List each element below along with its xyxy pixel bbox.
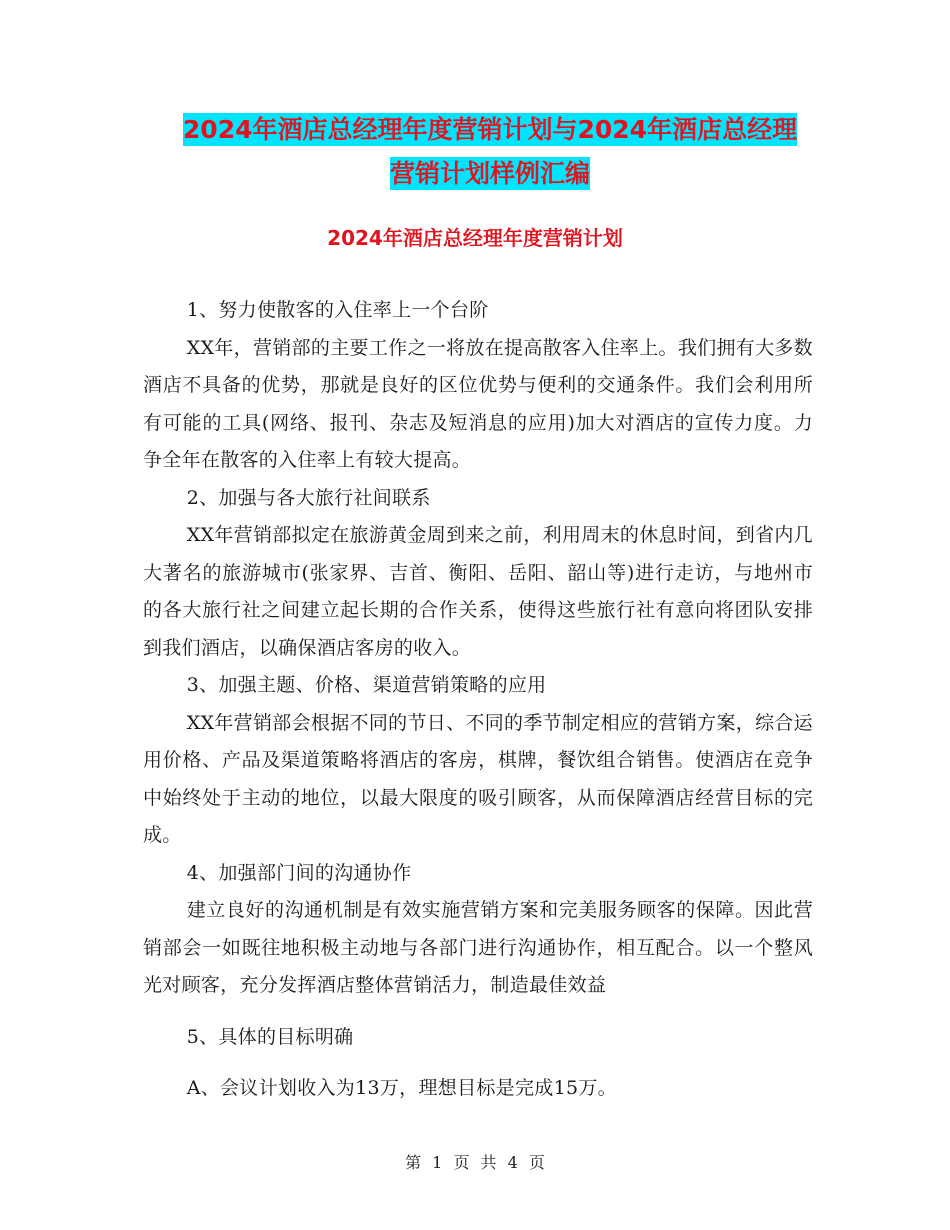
body-text <box>143 292 813 1108</box>
paragraph-heading-1: 1、努力使散客的入住率上一个台阶 <box>186 299 489 321</box>
paragraph-heading-2: 2、加强与各大旅行社间联系 <box>186 486 431 509</box>
page-footer: 第 1 页 共 4 页 <box>405 1153 545 1172</box>
paragraph: 建立良好的沟通机制是有效实施营销方案和完美服务顾客的保障。因此营销部会一如既往地积极主动地与各部门进行沟通协作，相互配合。以一个整风光对顾客，充分发挥酒店整体营销活力，制造最佳效益 <box>143 899 813 996</box>
paragraph-heading-3: 3、加强主题、价格、渠道营销策略的应用 <box>186 674 547 696</box>
paragraph: XX年，营销部的主要工作之一将放在提高散客入住率上。我们拥有大多数酒店不具备的优势，那就是良好的区位优势与便利的交通条件。我们会利用所有可能的工具(网络、报刊、杂志及短消息的应用)加大对酒店的宣传力度。力争全年在散客的入住率上有较大提高。 <box>143 336 813 471</box>
document-title <box>140 108 840 196</box>
paragraph-heading-4: 4、加强部门间的沟通协作 <box>186 861 412 884</box>
title-line-2: 营销计划样例汇编 <box>389 159 590 188</box>
paragraph: XX年营销部拟定在旅游黄金周到来之前，利用周末的休息时间，到省内几大著名的旅游城市(张家界、吉首、衡阳、岳阳、韶山等)进行走访，与地州市的各大旅行社之间建立起长期的合作关系，使得这些旅行社有意向将团队安排到我们酒店，以确保酒店客房的收入。 <box>143 524 813 659</box>
section-title: 2024年酒店总经理年度营销计划 <box>327 226 623 250</box>
paragraph: XX年营销部会根据不同的节日、不同的季节制定相应的营销方案，综合运用价格、产品及渠道策略将酒店的客房，棋牌，餐饮组合销售。使酒店在竞争中始终处于主动的地位，以最大限度的吸引顾客，从而保障酒店经营目标的完成。 <box>143 711 813 846</box>
title-line-1: 2024年酒店总经理年度营销计划与2024年酒店总经理 <box>182 115 798 144</box>
paragraph-heading-5: 5、具体的目标明确 <box>186 1025 354 1048</box>
paragraph: A、会议计划收入为13万，理想目标是完成15万。 <box>186 1077 617 1099</box>
